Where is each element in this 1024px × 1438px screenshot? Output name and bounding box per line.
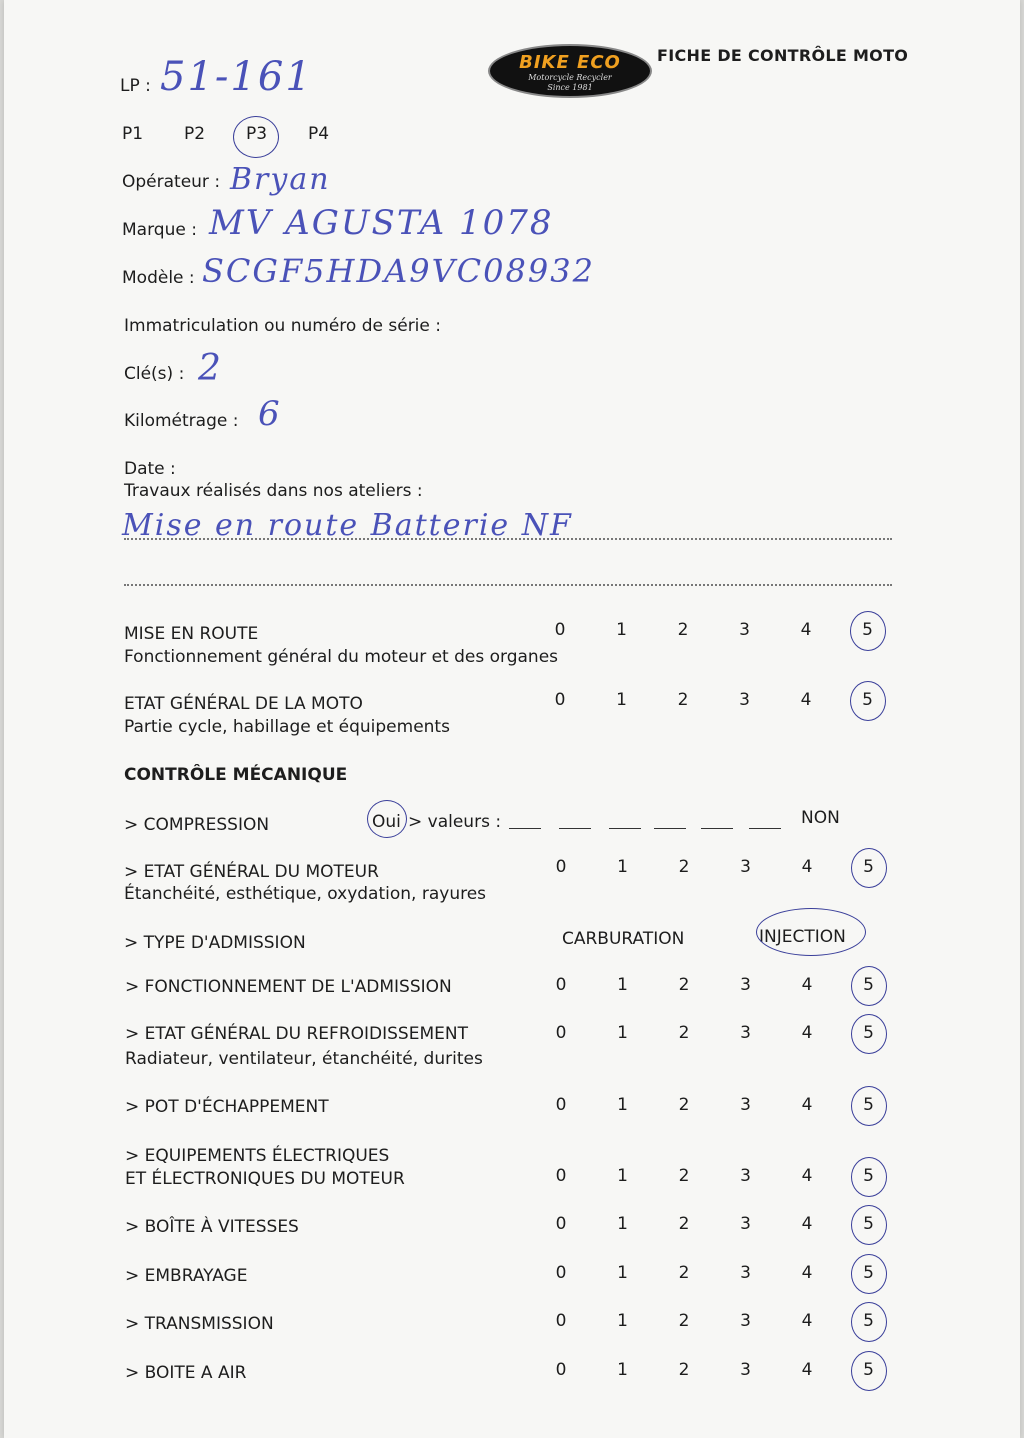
compression-oui: Oui <box>372 812 401 832</box>
scale-row-moteur-selection-circle <box>851 848 887 888</box>
scale-row-mech-0-value-3: 3 <box>740 975 751 995</box>
scale-row-etat-general-value-3: 3 <box>739 690 750 710</box>
logo-sub-text-1: Motorcycle Recycler <box>528 73 612 82</box>
kilometrage-label: Kilométrage : <box>124 411 239 431</box>
mech-sub-3: ET ÉLECTRONIQUES DU MOTEUR <box>125 1169 405 1189</box>
scale-row-mech-4-value-1: 1 <box>617 1214 628 1234</box>
modele-value: SCGF5HDA9VC08932 <box>202 252 595 290</box>
compression-blank-5 <box>701 828 733 829</box>
scale-row-mech-3-value-4: 4 <box>801 1166 813 1186</box>
scale-row-mech-0-value-0: 0 <box>555 975 567 995</box>
scale-row-moteur-value-4: 4 <box>801 857 813 877</box>
scale-row-mech-1-value-2: 2 <box>678 1023 690 1043</box>
scale-row-mech-1-value-5: 5 <box>863 1023 874 1043</box>
scale-row-moteur-value-3: 3 <box>740 857 751 877</box>
admission-carburation: CARBURATION <box>562 929 685 949</box>
kilometrage-value: 6 <box>258 394 282 434</box>
scale-row-mech-3-value-1: 1 <box>617 1166 628 1186</box>
scale-row-mech-2-value-5: 5 <box>863 1095 874 1115</box>
moteur-sub: Étanchéité, esthétique, oxydation, rayures <box>124 884 487 904</box>
compression-valeurs-label: > valeurs : <box>408 812 502 832</box>
compression-blank-2 <box>559 828 591 829</box>
scale-row-mech-2-value-0: 0 <box>555 1095 567 1115</box>
scale-row-etat-general-value-2: 2 <box>677 690 689 710</box>
mech-sub-1: Radiateur, ventilateur, étanchéité, durites <box>125 1049 483 1069</box>
scale-row-mech-1-value-3: 3 <box>740 1023 751 1043</box>
scale-row-mech-4-value-0: 0 <box>555 1214 567 1234</box>
scale-row-mech-7-selection-circle <box>851 1351 887 1391</box>
compression-blank-1 <box>509 828 541 829</box>
scale-row-mech-5-value-5: 5 <box>863 1263 874 1283</box>
scale-row-mise-en-route-selection-circle <box>850 611 886 651</box>
rating-title-etat-general: ETAT GÉNÉRAL DE LA MOTO <box>124 694 363 714</box>
page-title: FICHE DE CONTRÔLE MOTO <box>657 46 909 65</box>
position-p2: P2 <box>184 124 206 144</box>
lp-value: 51-161 <box>160 54 313 100</box>
mech-title-5: > EMBRAYAGE <box>125 1266 248 1286</box>
scale-row-mise-en-route-value-4: 4 <box>800 620 812 640</box>
mech-title-6: > TRANSMISSION <box>125 1314 274 1334</box>
scale-row-mise-en-route-value-0: 0 <box>554 620 566 640</box>
position-p1: P1 <box>122 124 144 144</box>
scale-row-etat-general-value-4: 4 <box>800 690 812 710</box>
bike-eco-logo <box>488 44 652 98</box>
scale-row-mise-en-route-value-1: 1 <box>616 620 627 640</box>
scale-row-mech-6-value-2: 2 <box>678 1311 690 1331</box>
scale-row-mech-0-value-5: 5 <box>863 975 874 995</box>
scale-row-mech-6-selection-circle <box>851 1302 887 1342</box>
operateur-label: Opérateur : <box>122 172 221 192</box>
scale-row-mech-6-value-5: 5 <box>863 1311 874 1331</box>
travaux-value: Mise en route Batterie NF <box>122 508 573 543</box>
scale-row-moteur-value-2: 2 <box>678 857 690 877</box>
moteur-title: > ETAT GÉNÉRAL DU MOTEUR <box>124 862 379 882</box>
scale-row-mech-2-value-4: 4 <box>801 1095 813 1115</box>
compression-selection-circle <box>367 800 407 838</box>
cles-label: Clé(s) : <box>124 364 185 384</box>
operateur-value: Bryan <box>230 162 331 197</box>
scale-row-mech-4-value-5: 5 <box>863 1214 874 1234</box>
position-p3: P3 <box>246 124 268 144</box>
scale-row-moteur-value-5: 5 <box>863 857 874 877</box>
rating-sub-mise-en-route: Fonctionnement général du moteur et des organes <box>124 647 559 667</box>
scale-row-mech-3-value-0: 0 <box>555 1166 567 1186</box>
scale-row-mech-3-value-5: 5 <box>863 1166 874 1186</box>
scale-row-mise-en-route-value-2: 2 <box>677 620 689 640</box>
scale-row-mech-2-value-2: 2 <box>678 1095 690 1115</box>
scale-row-mise-en-route-value-5: 5 <box>862 620 873 640</box>
scale-row-moteur-value-0: 0 <box>555 857 567 877</box>
scale-row-etat-general-value-1: 1 <box>616 690 627 710</box>
scale-row-mech-6-value-1: 1 <box>617 1311 628 1331</box>
scale-row-mech-0-value-2: 2 <box>678 975 690 995</box>
dotted-line-2 <box>124 584 892 586</box>
scale-row-mech-6-value-4: 4 <box>801 1311 813 1331</box>
admission-injection: INJECTION <box>759 927 846 947</box>
compression-blank-6 <box>749 828 781 829</box>
logo-main-text: BIKE ECO <box>519 52 621 73</box>
scale-row-mech-1-value-0: 0 <box>555 1023 567 1043</box>
scale-row-moteur-value-1: 1 <box>617 857 628 877</box>
dotted-line-1 <box>124 538 892 540</box>
scale-row-mech-1-value-1: 1 <box>617 1023 628 1043</box>
scale-row-mech-5-selection-circle <box>851 1254 887 1294</box>
mech-title-2: > POT D'ÉCHAPPEMENT <box>125 1097 329 1117</box>
control-sheet <box>4 0 1020 1438</box>
mech-title-4: > BOÎTE À VITESSES <box>125 1217 299 1237</box>
scale-row-mech-3-value-2: 2 <box>678 1166 690 1186</box>
position-selection-circle <box>233 116 279 158</box>
scale-row-mech-1-value-4: 4 <box>801 1023 813 1043</box>
scale-row-mech-7-value-0: 0 <box>555 1360 567 1380</box>
section-title: CONTRÔLE MÉCANIQUE <box>124 765 348 785</box>
scale-row-etat-general-value-5: 5 <box>862 690 873 710</box>
scale-row-mech-7-value-2: 2 <box>678 1360 690 1380</box>
date-label: Date : <box>124 459 176 479</box>
scale-row-mech-7-value-3: 3 <box>740 1360 751 1380</box>
scale-row-mech-1-selection-circle <box>851 1014 887 1054</box>
scale-row-mech-0-value-4: 4 <box>801 975 813 995</box>
scale-row-mech-3-selection-circle <box>851 1157 887 1197</box>
scale-row-mech-6-value-3: 3 <box>740 1311 751 1331</box>
scale-row-mech-0-value-1: 1 <box>617 975 628 995</box>
logo-sub-text-2: Since 1981 <box>547 83 593 92</box>
scale-row-mech-4-value-2: 2 <box>678 1214 690 1234</box>
scale-row-mech-4-value-4: 4 <box>801 1214 813 1234</box>
scale-row-mech-3-value-3: 3 <box>740 1166 751 1186</box>
marque-label: Marque : <box>122 220 197 240</box>
admission-label: > TYPE D'ADMISSION <box>124 933 306 953</box>
lp-label: LP : <box>120 76 151 96</box>
compression-blank-3 <box>609 828 641 829</box>
scale-row-mech-4-value-3: 3 <box>740 1214 751 1234</box>
mech-title-0: > FONCTIONNEMENT DE L'ADMISSION <box>125 977 452 997</box>
compression-non: NON <box>801 808 840 828</box>
scale-row-etat-general-selection-circle <box>850 681 886 721</box>
scale-row-mech-5-value-1: 1 <box>617 1263 628 1283</box>
position-p4: P4 <box>308 124 330 144</box>
mech-title-3: > EQUIPEMENTS ÉLECTRIQUES <box>125 1146 390 1166</box>
scale-row-mise-en-route-value-3: 3 <box>739 620 750 640</box>
scale-row-mech-5-value-2: 2 <box>678 1263 690 1283</box>
scale-row-mech-5-value-4: 4 <box>801 1263 813 1283</box>
scale-row-mech-7-value-5: 5 <box>863 1360 874 1380</box>
compression-label: > COMPRESSION <box>124 815 270 835</box>
mech-title-7: > BOITE A AIR <box>125 1363 247 1383</box>
scale-row-mech-7-value-1: 1 <box>617 1360 628 1380</box>
scale-row-mech-2-selection-circle <box>851 1086 887 1126</box>
scale-row-mech-2-value-1: 1 <box>617 1095 628 1115</box>
scale-row-etat-general-value-0: 0 <box>554 690 566 710</box>
scale-row-mech-4-selection-circle <box>851 1205 887 1245</box>
rating-title-mise-en-route: MISE EN ROUTE <box>124 624 259 644</box>
immatriculation-label: Immatriculation ou numéro de série : <box>124 316 441 336</box>
scale-row-mech-0-selection-circle <box>851 966 887 1006</box>
admission-selection-circle <box>756 908 866 956</box>
scale-row-mech-5-value-0: 0 <box>555 1263 567 1283</box>
modele-label: Modèle : <box>122 268 195 288</box>
scale-row-mech-6-value-0: 0 <box>555 1311 567 1331</box>
compression-blank-4 <box>654 828 686 829</box>
cles-value: 2 <box>198 348 223 389</box>
rating-sub-etat-general: Partie cycle, habillage et équipements <box>124 717 450 737</box>
scale-row-mech-2-value-3: 3 <box>740 1095 751 1115</box>
mech-title-1: > ETAT GÉNÉRAL DU REFROIDISSEMENT <box>125 1024 468 1044</box>
scale-row-mech-7-value-4: 4 <box>801 1360 813 1380</box>
travaux-label: Travaux réalisés dans nos ateliers : <box>124 481 423 501</box>
marque-value: MV AGUSTA 1078 <box>209 203 554 243</box>
scale-row-mech-5-value-3: 3 <box>740 1263 751 1283</box>
